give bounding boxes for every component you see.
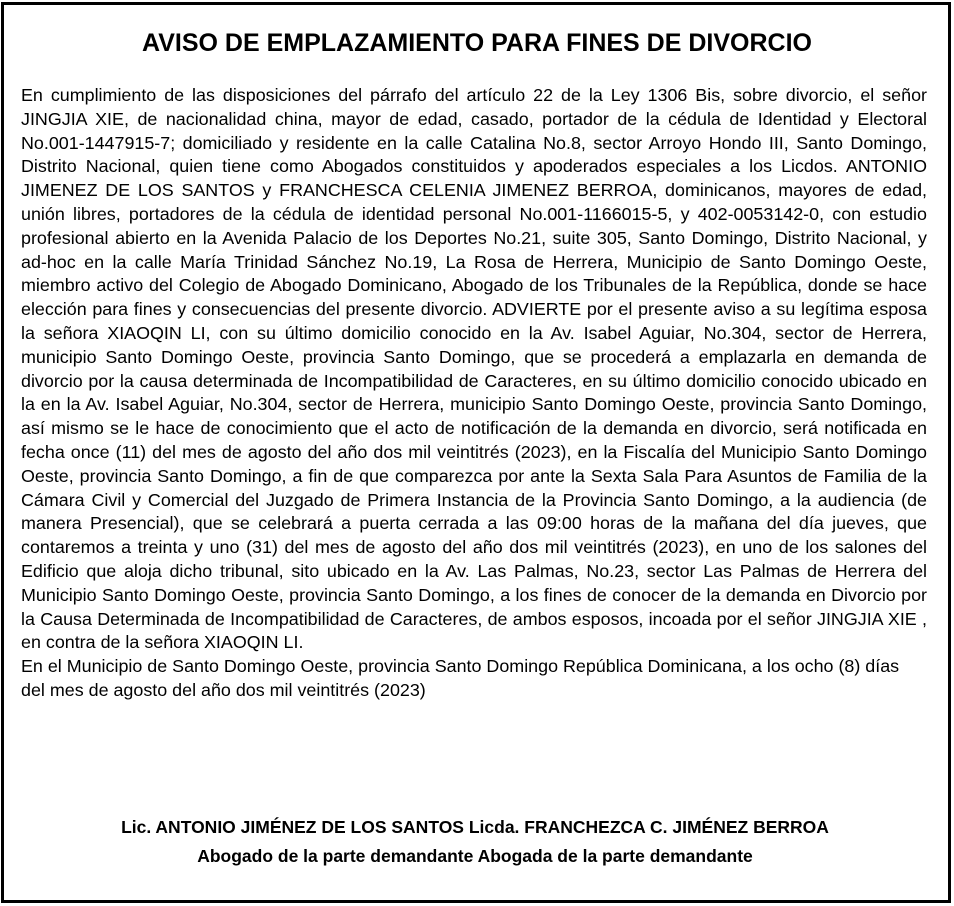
signature-names: Lic. ANTONIO JIMÉNEZ DE LOS SANTOS Licda. FRANCHEZCA C. JIMÉNEZ BERROA [121,817,829,837]
notice-closing-paragraph: En el Municipio de Santo Domingo Oeste, provincia Santo Domingo República Dominicana, a los ocho (8) días del mes de agosto del año dos mil veintitrés (2023) [21,656,900,700]
notice-body-paragraph: En cumplimiento de las disposiciones del párrafo del artículo 22 de la Ley 1306 Bis, sobre divorcio, el señor JINGJIA XIE, de nacionalidad china, mayor de edad, casado, portador de la cédula de Identidad y Electoral No.001-1447915-7; domiciliado y residente en la calle Catalina No.8, sector Arroyo Hondo III, Santo Domingo, Distrito Nacional, quien tiene como Abogados constituidos y apoderados especiales a los Licdos. ANTONIO JIMENEZ DE LOS SANTOS y FRANCHESCA CELENIA JIMENEZ BERROA, dominicanos, mayores de edad, unión libres, portadores de la cédula de identidad personal No.001-1166015-5, y 402-0053142-0, con estudio profesional abierto en la Avenida Palacio de los Deportes No.21, suite 305, Santo Domingo, Distrito Nacional, y ad-hoc en la calle María Trinidad Sánchez No.19, La Rosa de Herrera, Municipio de Santo Domingo Oeste, miembro activo del Colegio de Abogado Dominicano, Abogado de los Tribunales de la República, donde se hace elección para fines y consecuencias del presente divorcio. ADVIERTE por el presente aviso a su legítima esposa la señora XIAOQIN LI, con su último domicilio conocido en la Av. Isabel Aguiar, No.304, sector de Herrera, municipio Santo Domingo Oeste, provincia Santo Domingo, que se procederá a emplazarla en demanda de divorcio por la causa determinada de Incompatibilidad de Caracteres, en su último domicilio conocido ubicado en la en la Av. Isabel Aguiar, No.304, sector de Herrera, municipio Santo Domingo Oeste, provincia Santo Domingo, así mismo se le hace de conocimiento que el acto de notificación de la demanda en divorcio, será notificada en fecha once (11) del mes de agosto del año dos mil veintitrés (2023), en la Fiscalía del Municipio Santo Domingo Oeste, provincia Santo Domingo, a fin de que comparezca por ante la Sexta Sala Para Asuntos de Familia de la Cámara Civil y Comercial del Juzgado de Primera Instancia de la Provincia Santo Domingo, a la audiencia (de manera Presencial), que se celebrará a puerta cerrada a las 09:00 horas de la mañana del día jueves, que contaremos a treinta y uno (31) del mes de agosto del año dos mil veintitrés (2023), en uno de los salones del Edificio que aloja dicho tribunal, sito ubicado en la Av. Las Palmas, No.23, sector Las Palmas de Herrera del Municipio Santo Domingo Oeste, provincia Santo Domingo, a los fines de conocer de la demanda en Divorcio por la Causa Determinada de Incompatibilidad de Caracteres, de ambos esposos, incoada por el señor JINGJIA XIE , en contra de la señora XIAOQIN LI. [21,85,927,653]
notice-title: AVISO DE EMPLAZAMIENTO PARA FINES DE DIVORCIO [142,29,812,57]
signature-roles: Abogado de la parte demandante Abogada de la parte demandante [197,846,753,866]
notice-body [21,84,927,703]
